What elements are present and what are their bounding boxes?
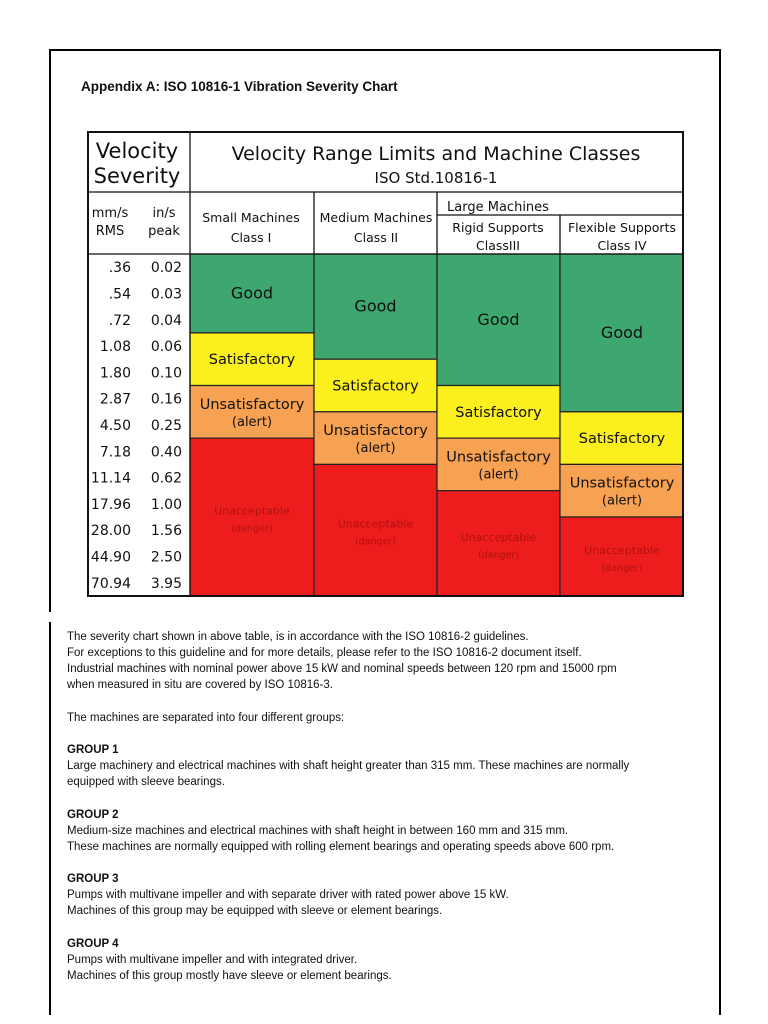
zone-label-satisfactory-class-1: Satisfactory: [208, 352, 296, 369]
zone-label-satisfactory-class-4: Satisfactory: [578, 431, 666, 448]
zone-sublabel-unacceptable-class-4: (danger): [601, 563, 643, 574]
title-left-line-1: Velocity: [95, 139, 179, 163]
row-mm-value: 2.87: [99, 391, 131, 408]
class-2-label: Class II: [353, 230, 399, 245]
zones-layer: [190, 254, 684, 597]
frame-gap: [47, 612, 51, 622]
unit-mm-line-1: mm/s: [91, 206, 129, 221]
title-left-line-2: Severity: [93, 164, 181, 188]
row-mm-value: 1.80: [99, 365, 131, 382]
row-mm-value: 70.94: [90, 575, 131, 592]
row-in-value: 2.50: [150, 549, 182, 566]
group-1-title: GROUP 1: [67, 744, 119, 756]
row-mm-value: 11.14: [90, 470, 131, 487]
zone-label-unsatisfactory-class-1: Unsatisfactory: [199, 396, 305, 413]
group-2-line-2: These machines are normally equipped with rolling element bearings and operating speeds above 600 rpm.: [67, 841, 615, 853]
severity-chart: [87, 131, 684, 597]
zone-label-unacceptable-class-1: Unacceptable: [214, 504, 290, 518]
zone-sublabel-unsatisfactory-class-1: (alert): [231, 414, 273, 430]
zone-label-satisfactory-class-3: Satisfactory: [455, 404, 542, 421]
group-3: [67, 871, 707, 919]
group-2-line-1: Medium-size machines and electrical machines with shaft height in between 160 mm and 315 mm.: [67, 825, 569, 837]
group-4-line-1: Pumps with multivane impeller and with integrated driver.: [67, 954, 358, 966]
zone-unacceptable-class-4: [560, 517, 684, 597]
row-mm-value: 28.00: [90, 523, 131, 540]
row-in-value: 1.00: [150, 496, 182, 513]
zone-label-good-class-1: Good: [230, 283, 274, 303]
row-mm-value: 7.18: [99, 444, 131, 461]
chart-subtitle: ISO Std.10816-1: [374, 169, 498, 187]
group-1: [67, 742, 707, 790]
unit-mm-line-2: RMS: [95, 224, 125, 239]
class-3-name: Rigid Supports: [452, 220, 544, 235]
row-mm-value: 17.96: [90, 496, 131, 513]
large-machines-header: Large Machines: [447, 200, 549, 215]
group-4-line-2: Machines of this group mostly have sleeve or element bearings.: [67, 970, 392, 982]
group-1-line-2: equipped with sleeve bearings.: [67, 776, 225, 788]
row-mm-value: 1.08: [99, 339, 131, 356]
group-3-line-1: Pumps with multivane impeller and with separate driver with rated power above 15 kW.: [67, 889, 509, 901]
unit-in-line-1: in/s: [152, 206, 176, 221]
intro-line-1: The severity chart shown in above table, is in accordance with the ISO 10816-2 guidelines.: [67, 631, 529, 643]
row-in-value: 3.95: [150, 575, 182, 592]
unit-in-line-2: peak: [148, 224, 180, 239]
intro-line-3: Industrial machines with nominal power above 15 kW and nominal speeds between 120 rpm and 15000 rpm: [67, 663, 617, 675]
class-3-label: ClassIII: [476, 238, 520, 253]
row-in-value: 0.06: [150, 339, 182, 356]
row-in-value: 0.62: [150, 470, 182, 487]
row-in-value: 0.03: [150, 286, 182, 303]
zone-sublabel-unacceptable-class-1: (danger): [231, 523, 273, 535]
chart-main-title: Velocity Range Limits and Machine Classes: [231, 143, 641, 165]
zone-label-good-class-4: Good: [600, 322, 644, 342]
zone-sublabel-unacceptable-class-2: (danger): [354, 536, 397, 548]
intro-paragraph: [67, 629, 707, 693]
groups-intro-line: The machines are separated into four different groups:: [67, 712, 345, 724]
appendix-heading: Appendix A: ISO 10816-1 Vibration Severity Chart: [81, 79, 398, 94]
class-1-label: Class I: [230, 230, 272, 245]
zone-sublabel-unsatisfactory-class-2: (alert): [355, 441, 396, 457]
row-mm-value: 44.90: [90, 549, 131, 566]
group-3-title: GROUP 3: [67, 873, 119, 885]
zone-label-good-class-3: Good: [477, 309, 520, 329]
zone-label-satisfactory-class-2: Satisfactory: [332, 378, 419, 395]
zone-label-unacceptable-class-3: Unacceptable: [460, 530, 537, 544]
zone-label-good-class-2: Good: [354, 296, 397, 316]
group-4-title: GROUP 4: [67, 938, 119, 950]
row-in-value: 0.04: [150, 312, 182, 329]
row-in-value: 1.56: [150, 523, 182, 540]
class-4-name: Flexible Supports: [567, 220, 677, 235]
intro-line-2: For exceptions to this guideline and for more details, please refer to the ISO 10816-2 document itself.: [67, 647, 582, 659]
row-in-value: 0.40: [150, 444, 182, 461]
group-3-line-2: Machines of this group may be equipped with sleeve or element bearings.: [67, 905, 443, 917]
groups-intro: [67, 710, 707, 726]
zone-label-unsatisfactory-class-3: Unsatisfactory: [446, 449, 551, 466]
group-2: [67, 807, 707, 855]
zone-label-unacceptable-class-4: Unacceptable: [584, 544, 660, 557]
row-in-value: 0.10: [150, 365, 182, 382]
class-4-label: Class IV: [597, 238, 647, 253]
zone-sublabel-unsatisfactory-class-3: (alert): [478, 467, 519, 483]
zone-label-unacceptable-class-2: Unacceptable: [337, 517, 414, 531]
row-mm-value: .72: [108, 312, 131, 329]
row-in-value: 0.16: [150, 391, 182, 408]
row-in-value: 0.02: [150, 260, 182, 277]
zone-sublabel-unsatisfactory-class-4: (alert): [601, 493, 643, 509]
class-1-name: Small Machines: [202, 210, 300, 225]
group-1-line-1: Large machinery and electrical machines with shaft height greater than 315 mm. These machines are normally: [67, 760, 630, 772]
row-in-value: 0.25: [150, 417, 182, 434]
zone-label-unsatisfactory-class-4: Unsatisfactory: [569, 475, 675, 492]
severity-chart-svg: [87, 131, 684, 597]
class-2-name: Medium Machines: [319, 210, 433, 225]
row-mm-value: .36: [108, 260, 131, 277]
zone-sublabel-unacceptable-class-3: (danger): [477, 549, 520, 561]
rows-layer: [91, 260, 182, 592]
intro-line-4: when measured in situ are covered by ISO 10816-3.: [67, 679, 333, 691]
group-4: [67, 936, 707, 984]
zone-label-unsatisfactory-class-2: Unsatisfactory: [323, 423, 428, 440]
row-mm-value: .54: [108, 286, 131, 303]
row-mm-value: 4.50: [99, 417, 131, 434]
group-2-title: GROUP 2: [67, 809, 119, 821]
